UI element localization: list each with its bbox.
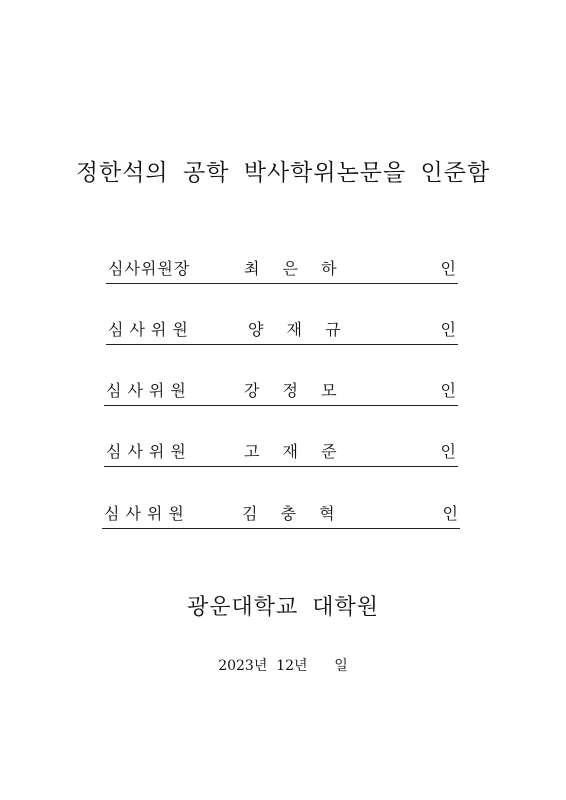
committee-member-row (104, 440, 458, 467)
seal-mark: 인 (440, 381, 456, 400)
seal-mark: 인 (442, 504, 458, 523)
document-title: 정한석의 공학 박사학위논문을 인준함 (75, 160, 491, 186)
committee-role: 심사위원 (108, 320, 194, 339)
committee-name: 최 은 하 (244, 259, 346, 278)
approval-date: 2023년 12년 일 (218, 658, 348, 674)
committee-name: 강 정 모 (244, 381, 346, 400)
committee-name: 김 충 혁 (242, 504, 344, 523)
seal-mark: 인 (440, 442, 456, 461)
committee-name: 양 재 규 (248, 320, 350, 339)
committee-member-row (106, 318, 458, 345)
committee-chair-row (106, 257, 458, 284)
university-name: 광운대학교 대학원 (186, 595, 379, 620)
seal-mark: 인 (440, 320, 456, 339)
committee-member-row (104, 379, 458, 406)
committee-role: 심사위원 (106, 381, 192, 400)
committee-name: 고 재 준 (244, 442, 346, 461)
committee-role: 심사위원 (104, 504, 190, 523)
seal-mark: 인 (440, 259, 456, 278)
committee-member-row (102, 502, 460, 529)
committee-role: 심사위원장 (108, 259, 191, 278)
committee-role: 심사위원 (106, 442, 192, 461)
